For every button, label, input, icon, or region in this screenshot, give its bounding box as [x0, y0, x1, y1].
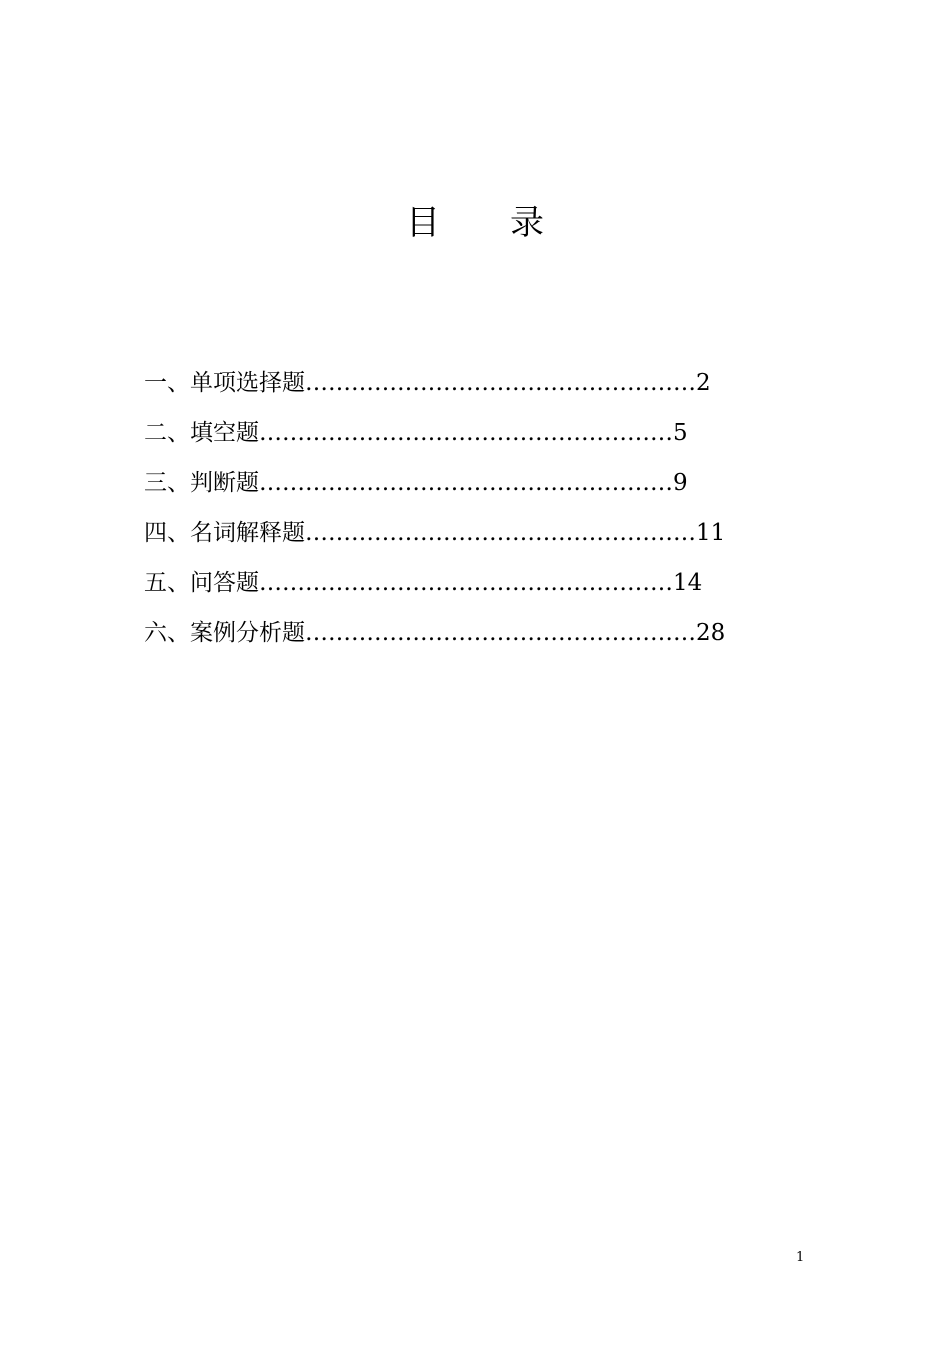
toc-entry-case-analysis[interactable] — [144, 608, 824, 658]
toc-entry-page: 28 — [696, 620, 726, 646]
toc-entry-label: 一、单项选择题 — [144, 370, 305, 396]
toc-entry-label: 六、案例分析题 — [144, 620, 305, 646]
table-of-contents — [144, 358, 824, 658]
toc-entry-true-false[interactable] — [144, 458, 824, 508]
toc-entry-label: 四、名词解释题 — [144, 520, 305, 546]
toc-entry-label: 二、填空题 — [144, 420, 259, 446]
toc-leader-dots: …………………………………………… — [305, 620, 696, 646]
toc-leader-dots: ……………………………………………… — [259, 470, 673, 496]
page-number: 1 — [796, 1250, 805, 1265]
toc-leader-dots: …………………………………………… — [305, 370, 696, 396]
toc-entry-questions[interactable] — [144, 558, 824, 608]
toc-entry-label: 五、问答题 — [144, 570, 259, 596]
toc-leader-dots: ……………………………………………… — [259, 420, 673, 446]
toc-entry-single-choice[interactable] — [144, 358, 824, 408]
toc-entry-label: 三、判断题 — [144, 470, 259, 496]
toc-entry-fill-blank[interactable] — [144, 408, 824, 458]
toc-entry-page: 5 — [673, 420, 688, 446]
toc-leader-dots: ……………………………………………… — [259, 570, 673, 596]
page-title — [0, 196, 950, 250]
toc-leader-dots: …………………………………………… — [305, 520, 696, 546]
toc-entry-page: 14 — [673, 570, 703, 596]
toc-entry-page: 2 — [696, 370, 711, 396]
toc-entry-page: 9 — [673, 470, 688, 496]
title-char-2: 录 — [510, 203, 544, 243]
toc-entry-page: 11 — [696, 520, 726, 546]
toc-entry-definitions[interactable] — [144, 508, 824, 558]
title-char-1: 目 — [406, 203, 440, 243]
